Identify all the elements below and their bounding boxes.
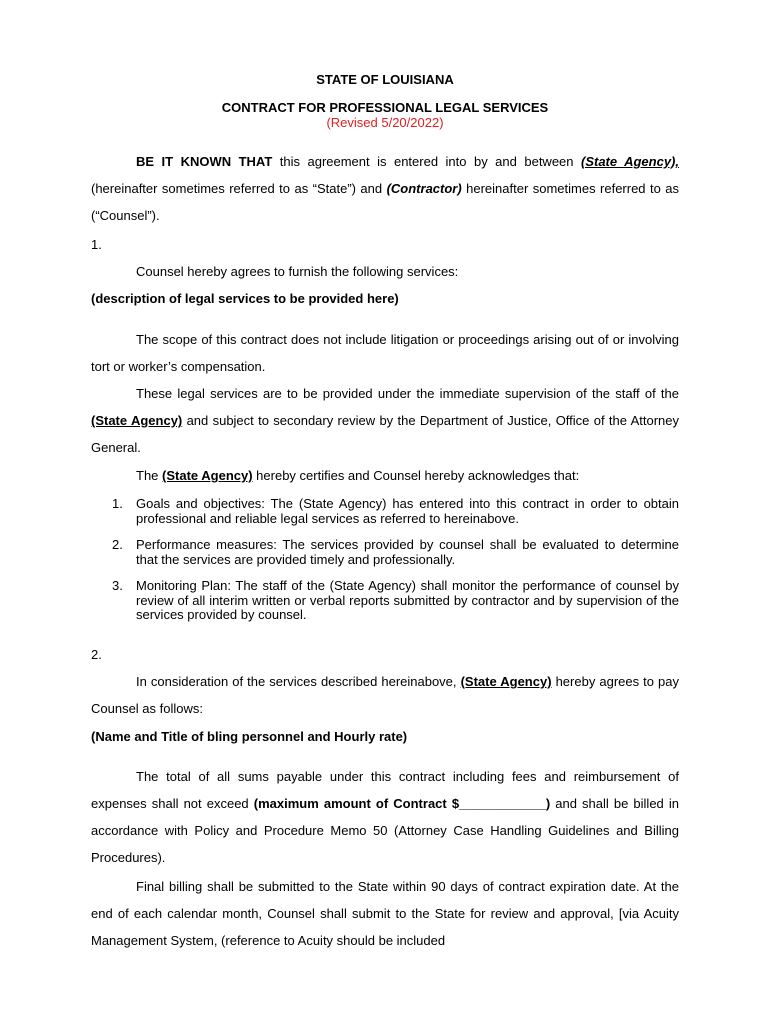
contract-title: CONTRACT FOR PROFESSIONAL LEGAL SERVICES — [221, 100, 549, 115]
list-item-text: Performance measures: The services provided by counsel shall be evaluated to determine that the services are provided timely and professionally. — [136, 537, 679, 567]
consideration-text-a: In consideration of the services described hereinabove, — [136, 674, 461, 689]
total-text-a: The total of all sums payable under this contract including fees and reimbursement of expenses shall not exceed — [91, 769, 679, 811]
state-heading: STATE OF LOUISIANA — [316, 72, 454, 87]
list-item-number: 1. — [112, 496, 123, 511]
certify-text-b: hereby certifies and Counsel hereby acknowledges that: — [252, 468, 580, 483]
intro-text-1: this agreement is entered into by and between — [272, 154, 581, 169]
intro-text-3: hereinafter sometimes referred to as (“Counsel”). — [91, 181, 680, 223]
scope-paragraph: The scope of this contract does not include litigation or proceedings arising out of or involving tort or worker’s compensation. — [91, 332, 679, 374]
supervision-agency: (State Agency) — [91, 413, 183, 428]
intro-text-2: (hereinafter sometimes referred to as “State”) and — [91, 181, 387, 196]
certify-agency: (State Agency) — [162, 468, 253, 483]
total-text-b: and shall be billed in accordance with Policy and Procedure Memo 50 (Attorney Case Handling Guidelines and Billing Procedures). — [91, 796, 679, 865]
services-intro: Counsel hereby agrees to furnish the following services: — [136, 264, 459, 279]
section-1-number: 1. — [91, 237, 102, 252]
list-item-number: 3. — [112, 578, 123, 593]
intro-lead: BE IT KNOWN THAT — [136, 154, 273, 169]
state-agency-placeholder: (State Agency), — [580, 154, 679, 169]
list-item — [91, 538, 679, 567]
supervision-text-a: These legal services are to be provided under the immediate supervision of the staff of the — [136, 386, 679, 401]
maximum-amount-placeholder: (maximum amount of Contract $____________) — [253, 796, 551, 811]
section-2-number: 2. — [91, 647, 102, 662]
intro-paragraph — [91, 148, 679, 229]
list-item — [91, 579, 679, 623]
consideration-text-b: hereby agrees to pay Counsel as follows: — [91, 674, 679, 716]
supervision-paragraph — [91, 380, 679, 461]
certify-paragraph — [91, 462, 679, 489]
contractor-placeholder: (Contractor) — [386, 181, 462, 196]
revision-note: (Revised 5/20/2022) — [326, 115, 444, 130]
consideration-agency: (State Agency) — [460, 674, 552, 689]
certification-list — [91, 497, 679, 635]
billing-paragraph: Final billing shall be submitted to the State within 90 days of contract expiration date. At the end of each calendar month, Counsel shall submit to the State for review and approval, [via Acuity Management System, (reference to Acuity should be included — [91, 879, 679, 948]
list-item-number: 2. — [112, 537, 123, 552]
list-item — [91, 497, 679, 526]
rate-placeholder: (Name and Title of bling personnel and Hourly rate) — [91, 729, 408, 744]
total-paragraph — [91, 763, 679, 871]
list-item-text: Monitoring Plan: The staff of the (State Agency) shall monitor the performance of counsel by review of all interim written or verbal reports submitted by contractor and by supervision of the services provided by counsel. — [136, 578, 679, 622]
list-item-text: Goals and objectives: The (State Agency) has entered into this contract in order to obtain professional and reliable legal services as referred to hereinabove. — [136, 496, 679, 526]
services-placeholder: (description of legal services to be provided here) — [91, 291, 399, 306]
consideration-paragraph — [91, 668, 679, 722]
supervision-text-b: and subject to secondary review by the Department of Justice, Office of the Attorney General. — [91, 413, 679, 455]
certify-text-a: The — [136, 468, 163, 483]
